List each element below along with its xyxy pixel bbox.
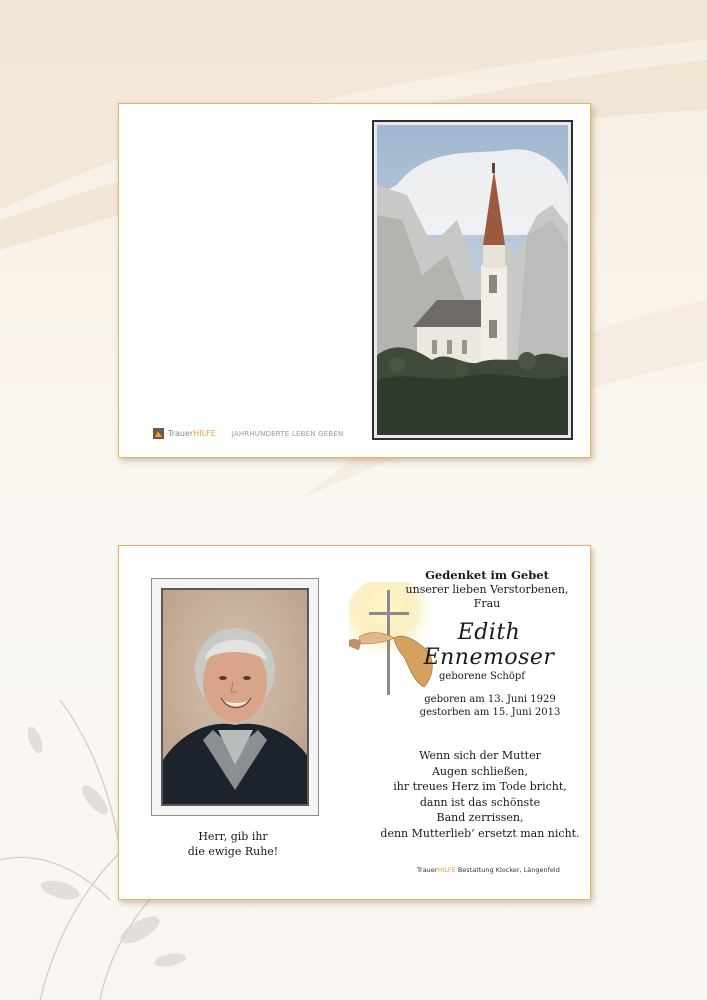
inside-card (118, 545, 591, 900)
poem-line: ihr treues Herz im Tode bricht, (393, 780, 567, 793)
portrait-photo (161, 588, 309, 806)
footer-brand-accent: HILFE (437, 866, 456, 874)
portrait-frame (151, 578, 319, 816)
prayer-line-2: die ewige Ruhe! (187, 845, 279, 858)
subheading (399, 583, 575, 611)
poem-line: dann ist das schönste (419, 795, 541, 809)
prayer-line-1: Herr, gib ihr (198, 830, 268, 843)
life-dates (415, 693, 565, 719)
brand-accent: HILFE (193, 429, 216, 438)
subheading-line-2: Frau (473, 597, 501, 610)
poem-line: denn Mutterlieb’ ersetzt man nicht. (380, 826, 580, 840)
footer-brand-prefix: Trauer (417, 866, 438, 874)
church-mountain-image (377, 125, 568, 435)
poem-line: Augen schließen, (431, 764, 529, 778)
deceased-name: Edith Ennemoser (423, 620, 555, 670)
church-photo (372, 120, 573, 440)
footer-brand-suffix: Bestattung Klocker, Längenfeld (455, 866, 560, 874)
front-brand-line (153, 428, 343, 439)
front-card (118, 103, 591, 458)
poem-line: Wenn sich der Mutter (419, 749, 541, 762)
portrait-image (163, 590, 307, 804)
poem-line: Band zerrissen, (436, 811, 524, 824)
trauerhilfe-logo-icon (153, 428, 164, 439)
poem (371, 748, 589, 841)
death-date: gestorben am 15. Juni 2013 (419, 707, 561, 718)
brand-prefix: Trauer (168, 429, 194, 438)
prayer-text (163, 829, 303, 859)
maiden-name: geborene Schöpf (439, 671, 525, 682)
brand-tagline: JAHRHUNDERTE LEBEN GEBEN (231, 429, 344, 438)
subheading-line-1: unserer lieben Verstorbenen, (405, 583, 569, 596)
heading: Gedenket im Gebet (425, 568, 549, 582)
footer-brand (417, 866, 560, 874)
birth-date: geboren am 13. Juni 1929 (424, 694, 556, 705)
